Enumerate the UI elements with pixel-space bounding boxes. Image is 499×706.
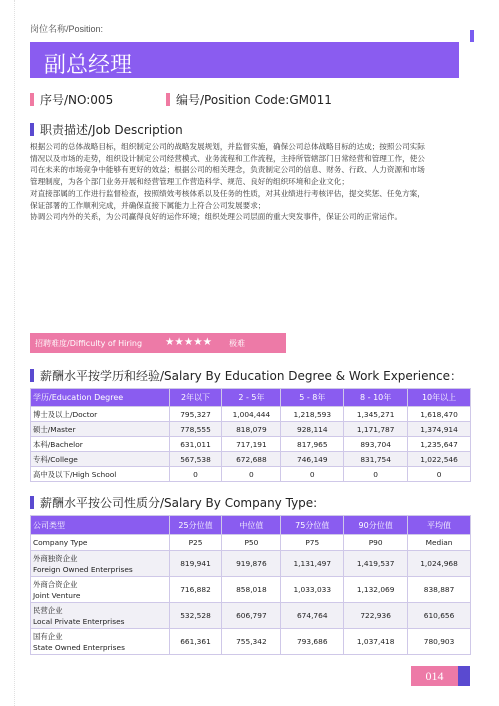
table-cell: P25 (169, 535, 222, 551)
column-header: 90分位值 (344, 516, 408, 535)
column-header: 5 - 8年 (281, 389, 344, 407)
page-number: 014 (411, 666, 458, 686)
table-cell: 532,528 (169, 603, 222, 629)
row-label (31, 629, 170, 655)
column-header: 学历/Education Degree (31, 389, 170, 407)
column-header: 2 - 5年 (222, 389, 281, 407)
column-header: 8 - 10年 (344, 389, 408, 407)
table-cell: 1,037,418 (344, 629, 408, 655)
description-line: 根据公司的总体战略目标，组织制定公司的战略发展规划，并监督实施，确保公司总体战略目标的达成；按照公司实际 (30, 142, 425, 151)
table-cell: 1,419,537 (344, 551, 408, 577)
company-type-en: Joint Venture (33, 590, 81, 600)
purple-marker (30, 123, 34, 136)
row-label: 高中及以下/High School (31, 467, 170, 482)
position-number: 序号/NO:005 (30, 91, 113, 108)
hiring-difficulty-bar (30, 333, 286, 353)
table-cell: 831,754 (344, 452, 408, 467)
column-header: 平均值 (408, 516, 471, 535)
salary-education-table (30, 388, 471, 482)
table-cell: 1,171,787 (344, 422, 408, 437)
table-cell: 674,764 (281, 603, 344, 629)
salary-company-table (30, 515, 471, 655)
position-title: 副总经理 (44, 53, 133, 78)
table-cell: 1,218,593 (281, 407, 344, 422)
salary-company-heading: 薪酬水平按公司性质分/Salary By Company Type: (30, 494, 317, 511)
description-line: 管理制度，为各个部门业务开展和经营管理工作营造科学、规范、良好的组织环境和企业文化； (30, 177, 349, 187)
column-header: 公司类型 (31, 516, 170, 535)
table-row (31, 452, 471, 467)
table-row (31, 603, 471, 629)
table-cell: 606,797 (222, 603, 281, 629)
table-cell: 716,882 (169, 577, 222, 603)
table-cell: 1,033,033 (281, 577, 344, 603)
table-cell: 0 (281, 467, 344, 482)
table-cell: 793,686 (281, 629, 344, 655)
position-label: 岗位名称/Position: (30, 24, 104, 34)
column-header: 2年以下 (169, 389, 222, 407)
row-label (31, 603, 170, 629)
table-cell: 746,149 (281, 452, 344, 467)
table-cell: 919,876 (222, 551, 281, 577)
table-cell: 893,704 (344, 437, 408, 452)
table-row (31, 422, 471, 437)
pink-marker (30, 93, 34, 106)
row-label: 本科/Bachelor (31, 437, 170, 452)
table-cell: 1,345,271 (344, 407, 408, 422)
company-type-en: Foreign Owned Enterprises (33, 564, 133, 574)
table-cell: 1,235,647 (408, 437, 471, 452)
table-cell: 672,688 (222, 452, 281, 467)
table-cell: 1,132,069 (344, 577, 408, 603)
table-cell: 838,887 (408, 577, 471, 603)
corner-accent (470, 30, 474, 42)
column-header: 75分位值 (281, 516, 344, 535)
star-rating-icon: ★★★★★ (165, 336, 213, 348)
table-cell: 818,079 (222, 422, 281, 437)
table-cell: P75 (281, 535, 344, 551)
table-header-row (31, 389, 471, 407)
difficulty-label: 招聘难度/Difficulty of Hiring (35, 339, 143, 348)
description-line: 情况以及市场的走势，组织设计制定公司经营模式、业务流程和工作流程，主持所管辖部门日常经营和管理工作，使公 (30, 153, 425, 163)
table-cell: 928,114 (281, 422, 344, 437)
row-label: Company Type (31, 535, 170, 551)
row-label: 博士及以上/Doctor (31, 407, 170, 422)
table-cell: 661,361 (169, 629, 222, 655)
table-cell: P90 (344, 535, 408, 551)
table-row (31, 437, 471, 452)
column-header: 10年以上 (408, 389, 471, 407)
description-line: 协调公司内外的关系，为公司赢得良好的运作环境；组织处理公司层面的重大突发事件，保证公司的正常运作。 (30, 212, 403, 222)
table-row (31, 407, 471, 422)
table-cell: 817,965 (281, 437, 344, 452)
position-code: 编号/Position Code:GM011 (166, 91, 332, 108)
table-cell: 631,011 (169, 437, 222, 452)
table-row (31, 467, 471, 482)
table-cell: 858,018 (222, 577, 281, 603)
table-cell: 1,374,914 (408, 422, 471, 437)
table-cell: 567,538 (169, 452, 222, 467)
difficulty-level: 极难 (229, 339, 245, 348)
row-label: 专科/College (31, 452, 170, 467)
table-row (31, 577, 471, 603)
purple-marker (30, 496, 34, 509)
column-header: 25分位值 (169, 516, 222, 535)
company-type-cn: 国有企业 (33, 631, 63, 641)
table-header-row (31, 516, 471, 535)
purple-marker (30, 369, 34, 382)
description-line: 司在未来的市场竞争中能够有更好的效益；根据公司的相关理念，负责制定公司的信息、财务、行政、人力资源和市场 (30, 165, 425, 175)
table-cell: 795,327 (169, 407, 222, 422)
company-type-cn: 民营企业 (33, 605, 63, 615)
company-type-cn: 外商合资企业 (33, 579, 78, 589)
table-cell: 1,004,444 (222, 407, 281, 422)
job-description-heading: 职责描述/Job Description (30, 121, 183, 138)
pink-marker (166, 93, 170, 106)
table-cell: P50 (222, 535, 281, 551)
table-cell: 1,618,470 (408, 407, 471, 422)
table-cell: 1,131,497 (281, 551, 344, 577)
column-header: 中位值 (222, 516, 281, 535)
row-label (31, 551, 170, 577)
description-line: 保证部署的工作顺利完成，并确保直接下属能力上符合公司发展要求； (30, 200, 266, 210)
table-cell: 717,191 (222, 437, 281, 452)
company-type-cn: 外商独资企业 (33, 553, 78, 563)
table-cell: 0 (169, 467, 222, 482)
job-description-text (30, 141, 470, 223)
margin-guide (14, 0, 24, 706)
table-cell: 1,024,968 (408, 551, 471, 577)
table-cell: Median (408, 535, 471, 551)
table-cell: 722,936 (344, 603, 408, 629)
table-cell: 610,656 (408, 603, 471, 629)
row-label: 硕士/Master (31, 422, 170, 437)
salary-education-heading: 薪酬水平按学历和经验/Salary By Education Degree & Work Experience： (30, 367, 462, 384)
description-line: 对直接部属的工作进行监督检查，按照绩效考核体系以及任务的性质，对其业绩进行考核评估，提交奖惩、任免方案， (30, 188, 425, 198)
table-cell: 0 (408, 467, 471, 482)
table-subheader-row (31, 535, 471, 551)
table-cell: 1,022,546 (408, 452, 471, 467)
title-bar (30, 42, 459, 78)
row-label (31, 577, 170, 603)
company-type-en: Local Private Enterprises (33, 616, 125, 626)
table-row (31, 551, 471, 577)
table-cell: 819,941 (169, 551, 222, 577)
table-cell: 778,555 (169, 422, 222, 437)
table-cell: 0 (344, 467, 408, 482)
table-cell: 755,342 (222, 629, 281, 655)
page-number-accent (458, 666, 470, 686)
table-row (31, 629, 471, 655)
table-cell: 780,903 (408, 629, 471, 655)
company-type-en: State Owned Enterprises (33, 642, 125, 652)
table-cell: 0 (222, 467, 281, 482)
